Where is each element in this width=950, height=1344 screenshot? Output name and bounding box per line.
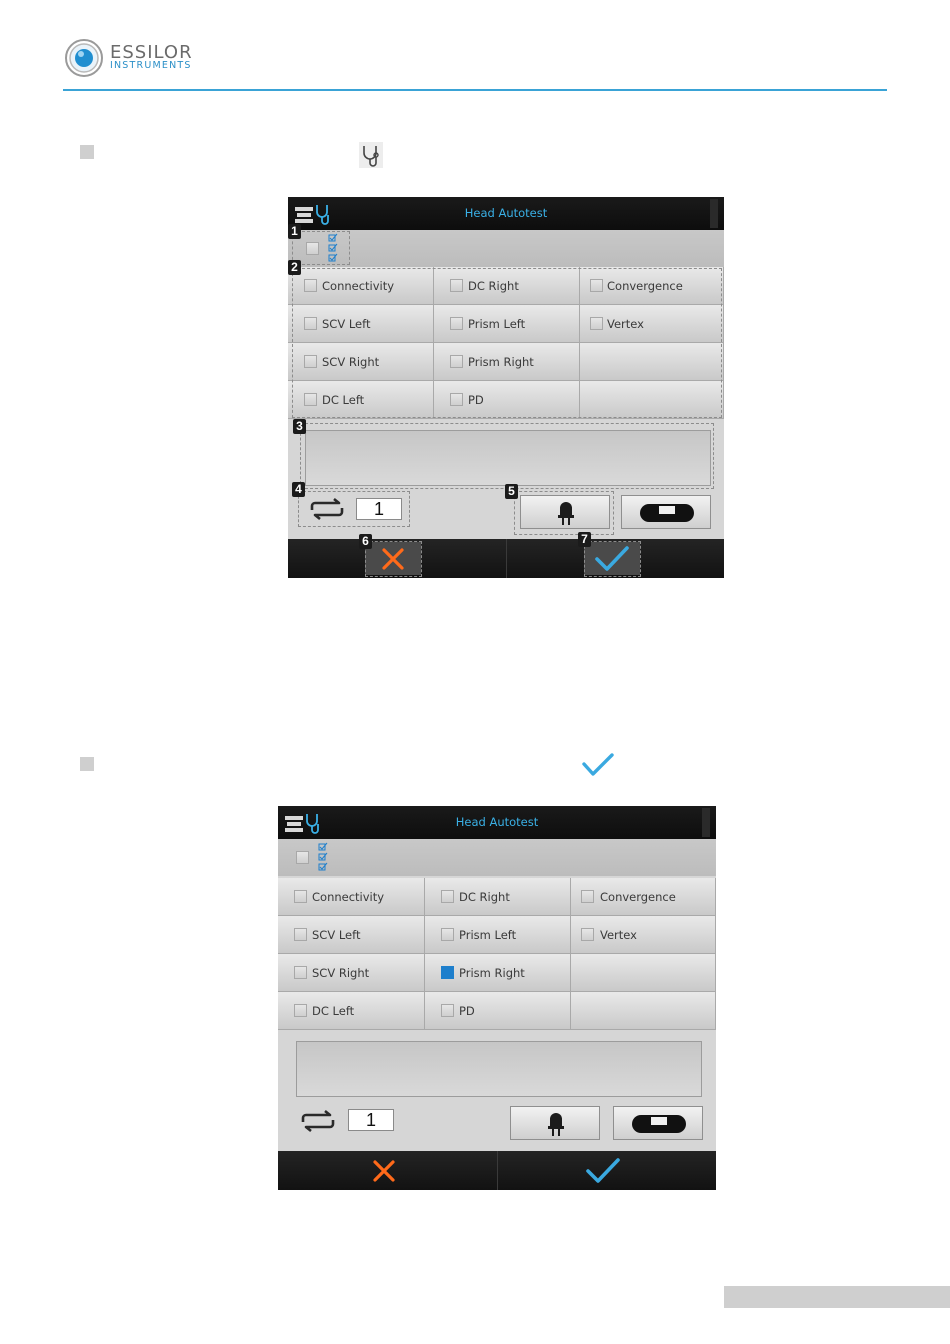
step-bullet-1: [80, 145, 94, 159]
test-label: DC Right: [468, 279, 519, 293]
callout-frame-7: [584, 541, 641, 577]
action-bar: [278, 1151, 716, 1190]
test-label: Connectivity: [312, 890, 385, 904]
test-label: SCV Left: [312, 928, 361, 942]
title-bar-end: [710, 199, 718, 228]
callout-4: 4: [292, 482, 305, 497]
test-label: Vertex: [607, 317, 644, 331]
callout-frame-2: [292, 268, 722, 418]
callout-frame-4: [298, 491, 410, 527]
step-bullet-2: [80, 757, 94, 771]
test-label: DC Left: [322, 393, 365, 407]
test-cell-convergence[interactable]: [571, 878, 716, 916]
screen-title: Head Autotest: [455, 815, 539, 829]
test-label: Prism Right: [468, 355, 534, 369]
brand-sub: INSTRUMENTS: [110, 60, 192, 71]
test-label: DC Left: [312, 1004, 355, 1018]
callout-5: 5: [505, 484, 518, 499]
test-cell-dc-left[interactable]: [278, 992, 425, 1030]
callout-frame-6: [365, 541, 422, 577]
select-all-row: [288, 230, 724, 267]
brand-name: ESSILOR: [110, 42, 193, 63]
action-bar: [288, 539, 724, 578]
test-checkbox[interactable]: [294, 890, 307, 903]
autotest-screen-annotated: [288, 197, 724, 578]
test-checkbox[interactable]: [441, 928, 454, 941]
test-label: SCV Right: [312, 966, 370, 980]
title-bar: [288, 197, 724, 230]
led-icon: [547, 1112, 565, 1136]
callout-6: 6: [359, 534, 372, 549]
test-label: SCV Left: [322, 317, 371, 331]
test-cell-vertex[interactable]: [571, 916, 716, 954]
header-rule: [63, 89, 887, 91]
test-checkbox[interactable]: [581, 928, 594, 941]
test-label: PD: [468, 393, 484, 407]
test-label: Convergence: [600, 890, 676, 904]
callout-frame-5: [514, 491, 614, 535]
test-cell-empty: [571, 992, 716, 1030]
test-checkbox[interactable]: [294, 928, 307, 941]
test-label: Prism Left: [468, 317, 526, 331]
title-bar: [278, 806, 716, 839]
select-all-row: [278, 839, 716, 876]
action-bar-divider: [506, 539, 507, 578]
test-label: Prism Right: [459, 966, 525, 980]
screen-title: Head Autotest: [464, 206, 548, 220]
select-all-icon: [318, 842, 330, 872]
cancel-button[interactable]: [356, 1154, 412, 1187]
test-cell-pd[interactable]: [425, 992, 571, 1030]
test-label: Convergence: [607, 279, 683, 293]
led-button[interactable]: [510, 1106, 600, 1140]
test-cell-dc-right[interactable]: [425, 878, 571, 916]
test-label: Vertex: [600, 928, 637, 942]
test-checkbox-checked[interactable]: [441, 966, 454, 979]
callout-1: 1: [288, 224, 301, 239]
callout-2: 2: [288, 260, 301, 275]
test-cell-scv-right[interactable]: [278, 954, 425, 992]
essilor-logo: [64, 38, 234, 80]
cross-icon: [372, 1159, 396, 1183]
test-checkbox[interactable]: [441, 890, 454, 903]
repeat-count-field[interactable]: 1: [348, 1109, 394, 1131]
level-icon: [632, 1115, 686, 1133]
level-icon: [640, 504, 694, 522]
repeat-count-field[interactable]: 1: [356, 498, 402, 520]
autotest-screen: [278, 806, 716, 1190]
repeat-icon: [297, 1108, 339, 1134]
checkmark-icon: [585, 1157, 621, 1185]
page-footer-bar: [724, 1286, 950, 1308]
test-cell-prism-right[interactable]: [425, 954, 571, 992]
test-checkbox[interactable]: [294, 1004, 307, 1017]
callout-7: 7: [578, 532, 591, 547]
test-cell-connectivity[interactable]: [278, 878, 425, 916]
test-cell-prism-left[interactable]: [425, 916, 571, 954]
test-label: Prism Left: [459, 928, 517, 942]
test-label: SCV Right: [322, 355, 380, 369]
test-cell-scv-left[interactable]: [278, 916, 425, 954]
test-label: Connectivity: [322, 279, 395, 293]
test-checkbox[interactable]: [294, 966, 307, 979]
callout-3: 3: [293, 419, 306, 434]
results-area: [296, 1041, 702, 1097]
title-bar-end: [702, 808, 710, 837]
essilor-logo-icon: [64, 38, 104, 78]
level-button[interactable]: [613, 1106, 703, 1140]
select-all-checkbox[interactable]: [296, 851, 309, 864]
test-checkbox[interactable]: [581, 890, 594, 903]
callout-frame-3: [300, 423, 714, 489]
test-grid: [278, 878, 716, 1031]
stethoscope-icon: [359, 142, 383, 168]
confirm-button[interactable]: [575, 1154, 631, 1187]
test-label: DC Right: [459, 890, 510, 904]
level-button[interactable]: [621, 495, 711, 529]
test-label: PD: [459, 1004, 475, 1018]
test-cell-empty: [571, 954, 716, 992]
action-bar-divider: [497, 1151, 498, 1190]
checkmark-icon: [581, 752, 615, 778]
test-checkbox[interactable]: [441, 1004, 454, 1017]
